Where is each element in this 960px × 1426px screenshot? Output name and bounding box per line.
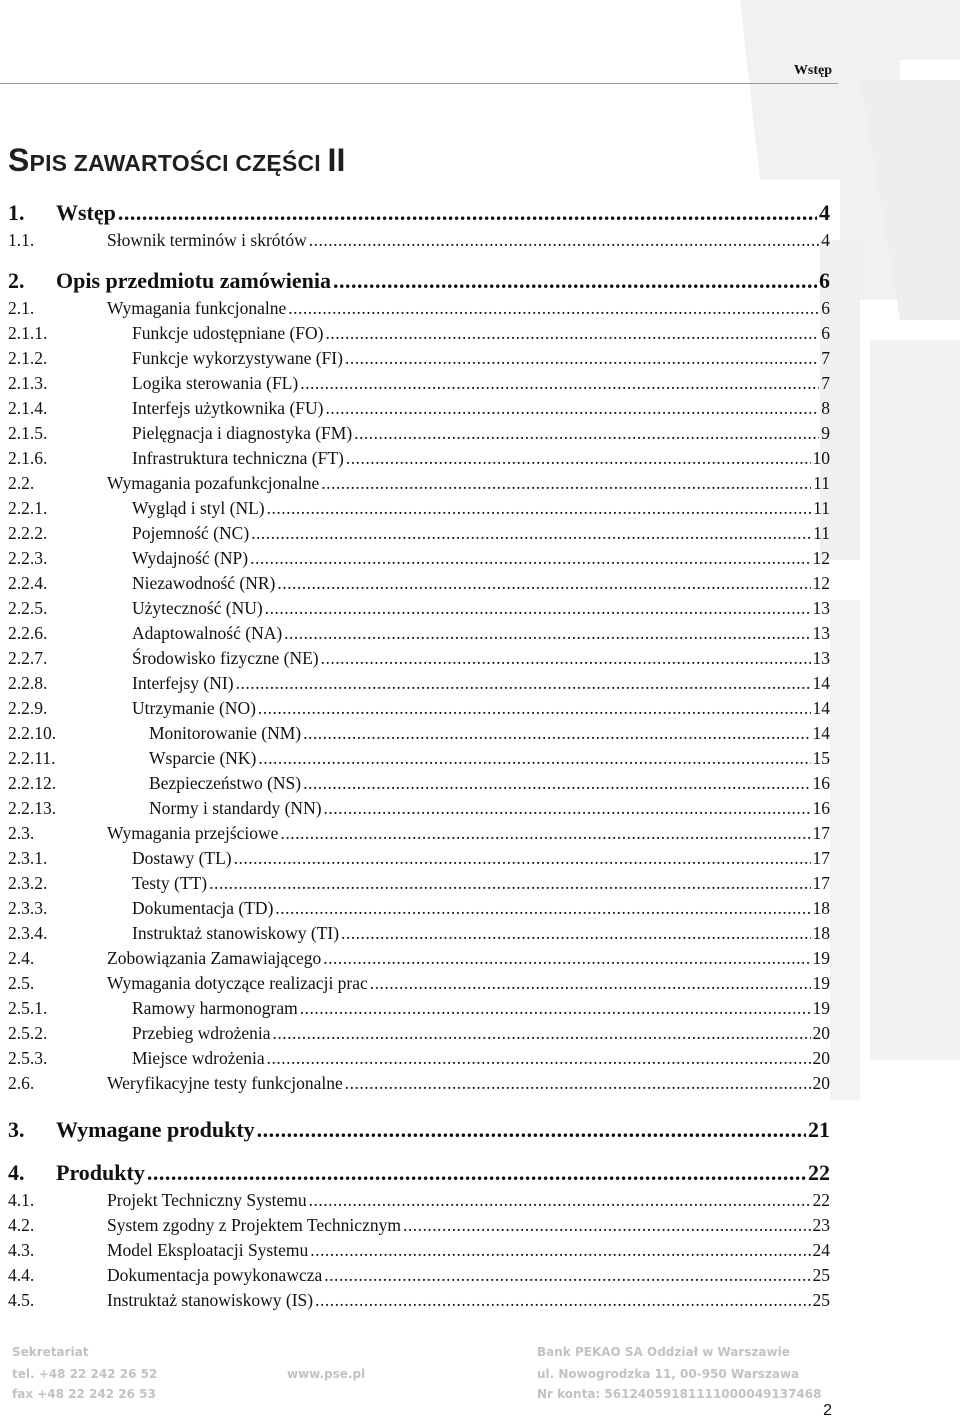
toc-entry[interactable]: 4.1. Projekt Techniczny Systemu ..... 22: [8, 1190, 830, 1211]
toc-entry[interactable]: 2.2.5. Użyteczność (NU) ..... 13: [8, 598, 830, 619]
footer-phone: tel. +48 22 242 26 52: [12, 1367, 158, 1381]
footer-office: Sekretariat: [12, 1345, 89, 1359]
toc-entry[interactable]: 2.2.12. Bezpieczeństwo (NS) ..... 16: [8, 773, 830, 794]
header-rule: [0, 83, 838, 84]
footer-bank: Bank PEKAO SA Oddział w Warszawie: [537, 1345, 790, 1359]
toc-entry[interactable]: 4.3. Model Eksploatacji Systemu ..... 24: [8, 1240, 830, 1261]
toc-entry[interactable]: 2.1.3. Logika sterowania (FL) ..... 7: [8, 373, 830, 394]
toc-entry[interactable]: 2.3.1. Dostawy (TL) ..... 17: [8, 848, 830, 869]
footer-account: Nr konta: 56124059181111000049137468: [537, 1387, 822, 1401]
toc-entry[interactable]: 4.4. Dokumentacja powykonawcza ..... 25: [8, 1265, 830, 1286]
toc-entry[interactable]: 2.4. Zobowiązania Zamawiającego ..... 19: [8, 948, 830, 969]
toc-entry[interactable]: 4.5. Instruktaż stanowiskowy (IS) ..... 25: [8, 1290, 830, 1311]
toc-entry[interactable]: 2.2.7. Środowisko fizyczne (NE) ..... 13: [8, 648, 830, 669]
toc-entry[interactable]: 2.1.6. Infrastruktura techniczna (FT) ..... 10: [8, 448, 830, 469]
toc-entry[interactable]: 2.1.5. Pielęgnacja i diagnostyka (FM) ..... 9: [8, 423, 830, 444]
toc-entry[interactable]: 2.3.2. Testy (TT) ..... 17: [8, 873, 830, 894]
toc-entry[interactable]: 2.2.8. Interfejsy (NI) ..... 14: [8, 673, 830, 694]
page-title: SPIS ZAWARTOŚCI CZĘŚCI II: [8, 142, 346, 178]
toc-entry[interactable]: 2.3.3. Dokumentacja (TD) ..... 18: [8, 898, 830, 919]
toc-entry[interactable]: 3. Wymagane produkty ..... 21: [8, 1117, 830, 1143]
toc-entry[interactable]: 2. Opis przedmiotu zamówienia ..... 6: [8, 268, 830, 294]
toc-entry[interactable]: 2.2.11. Wsparcie (NK) ..... 15: [8, 748, 830, 769]
toc-entry[interactable]: 1.1. Słownik terminów i skrótów ..... 4: [8, 230, 830, 251]
toc-entry[interactable]: 2.5. Wymagania dotyczące realizacji prac ..... 19: [8, 973, 830, 994]
toc-entry[interactable]: 2.5.1. Ramowy harmonogram ..... 19: [8, 998, 830, 1019]
toc-entry[interactable]: 2.3. Wymagania przejściowe ..... 17: [8, 823, 830, 844]
toc-entry[interactable]: 1. Wstęp ..... 4: [8, 200, 830, 226]
toc-entry[interactable]: 2.2.10. Monitorowanie (NM) ..... 14: [8, 723, 830, 744]
page-number: 2: [823, 1402, 832, 1419]
toc-entry[interactable]: 2.5.3. Miejsce wdrożenia ..... 20: [8, 1048, 830, 1069]
toc-entry[interactable]: 2.1.4. Interfejs użytkownika (FU) ..... 8: [8, 398, 830, 419]
footer-address: ul. Nowogrodzka 11, 00-950 Warszawa: [537, 1367, 800, 1381]
footer-website: www.pse.pl: [287, 1367, 366, 1381]
toc-entry[interactable]: 4. Produkty ..... 22: [8, 1160, 830, 1186]
toc-entry[interactable]: 2.1.2. Funkcje wykorzystywane (FI) ..... 7: [8, 348, 830, 369]
toc-entry[interactable]: 2.6. Weryfikacyjne testy funkcjonalne ..... 20: [8, 1073, 830, 1094]
toc-entry[interactable]: 2.2.4. Niezawodność (NR) ..... 12: [8, 573, 830, 594]
header-section-title: Wstęp: [793, 63, 832, 78]
toc-entry[interactable]: 2.2.2. Pojemność (NC) ..... 11: [8, 523, 830, 544]
toc-entry[interactable]: 2.2.13. Normy i standardy (NN) ..... 16: [8, 798, 830, 819]
toc-entry[interactable]: 2.2.1. Wygląd i styl (NL) ..... 11: [8, 498, 830, 519]
toc-entry[interactable]: 2.2.3. Wydajność (NP) ..... 12: [8, 548, 830, 569]
toc-entry[interactable]: 2.1.1. Funkcje udostępniane (FO) ..... 6: [8, 323, 830, 344]
toc-entry[interactable]: 2.2. Wymagania pozafunkcjonalne ..... 11: [8, 473, 830, 494]
toc-entry[interactable]: 2.5.2. Przebieg wdrożenia ..... 20: [8, 1023, 830, 1044]
toc-entry[interactable]: 2.1. Wymagania funkcjonalne ..... 6: [8, 298, 830, 319]
toc-entry[interactable]: 2.2.6. Adaptowalność (NA) ..... 13: [8, 623, 830, 644]
toc-entry[interactable]: 4.2. System zgodny z Projektem Technicznym ..... 23: [8, 1215, 830, 1236]
toc-entry[interactable]: 2.3.4. Instruktaż stanowiskowy (TI) ..... 18: [8, 923, 830, 944]
footer-fax: fax +48 22 242 26 53: [12, 1387, 156, 1401]
toc-entry[interactable]: 2.2.9. Utrzymanie (NO) ..... 14: [8, 698, 830, 719]
